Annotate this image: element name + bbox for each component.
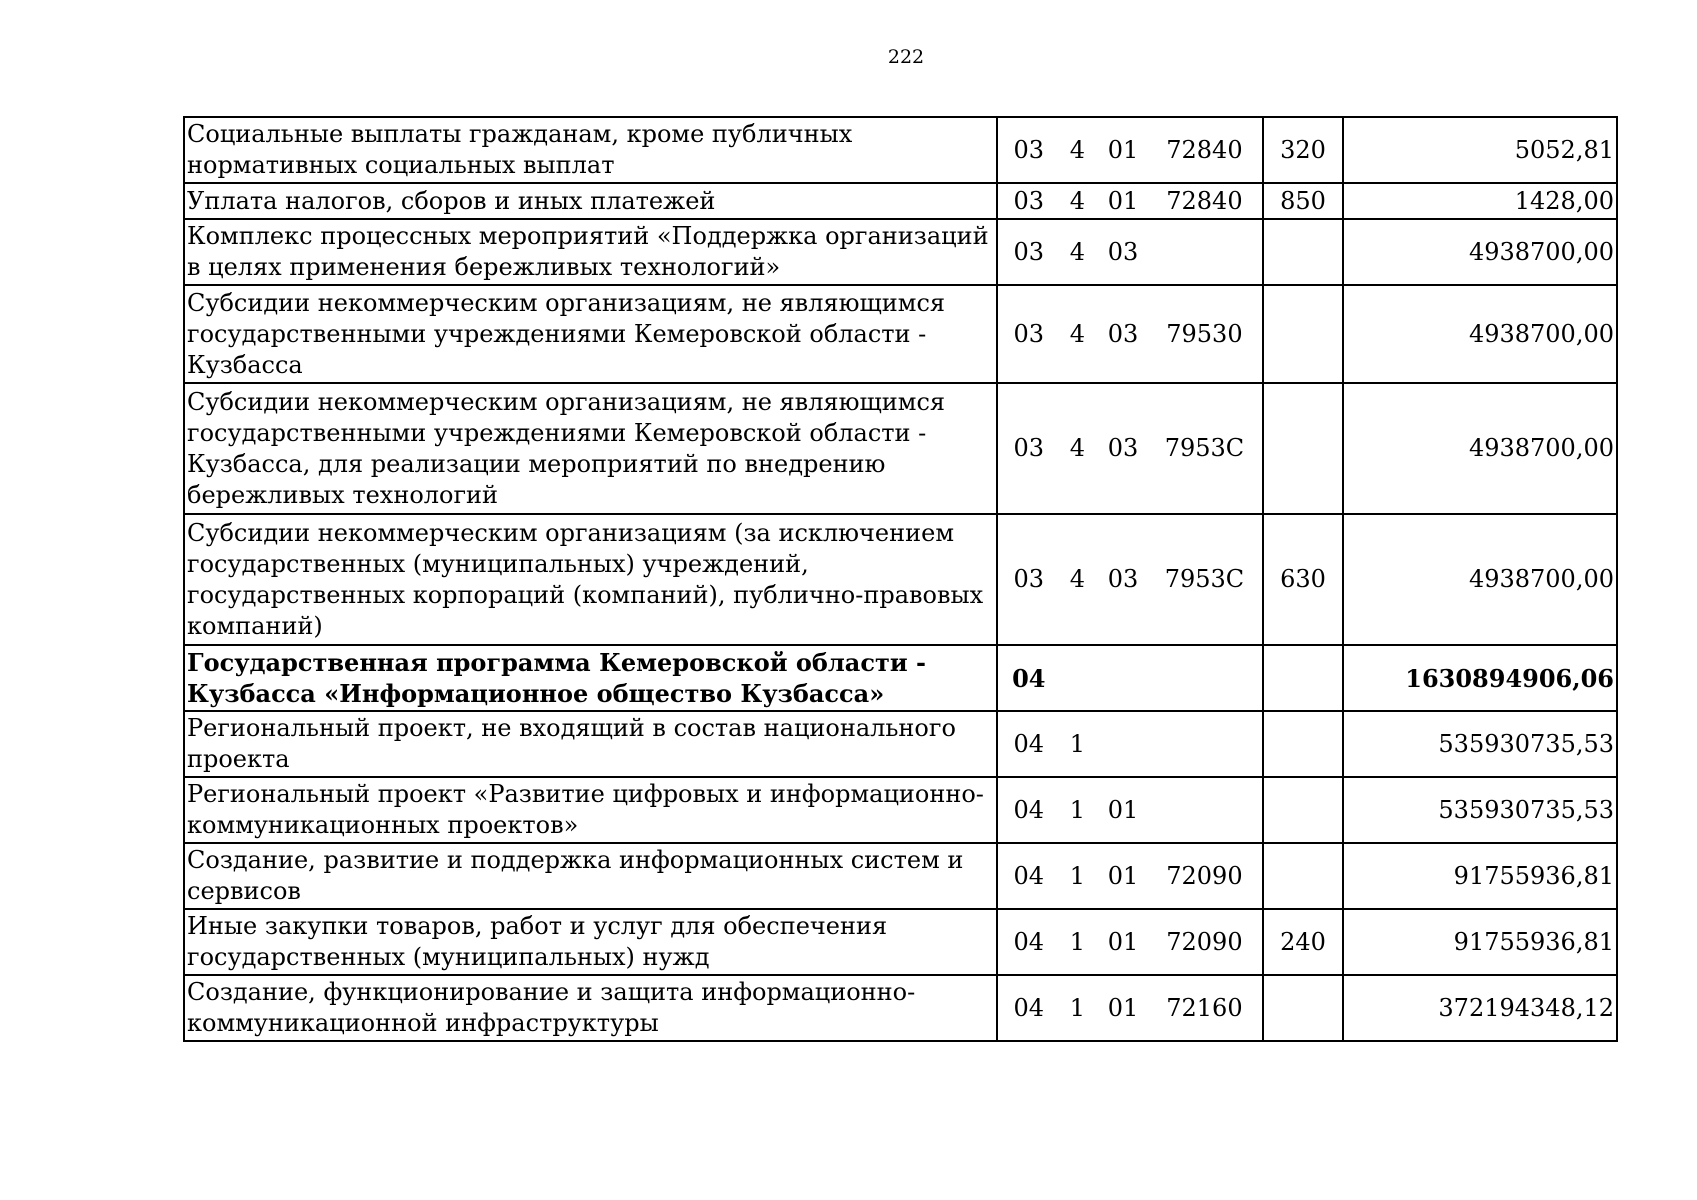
code-program: 04 <box>1013 993 1045 1022</box>
code-subprogram: 4 <box>1069 135 1086 164</box>
row-expense-type <box>1263 645 1343 711</box>
table-row <box>184 909 1617 975</box>
code-subprogram: 4 <box>1069 186 1086 215</box>
table-row <box>184 843 1617 909</box>
row-codes <box>997 909 1263 975</box>
row-name: Создание, развитие и поддержка информационных систем и сервисов <box>184 843 997 909</box>
row-sum: 372194348,12 <box>1343 975 1617 1041</box>
code-direction: 72840 <box>1166 135 1243 164</box>
row-name: Комплекс процессных мероприятий «Поддержка организаций в целях применения бережливых технологий» <box>184 219 997 285</box>
code-program: 03 <box>1013 186 1045 215</box>
row-sum: 91755936,81 <box>1343 843 1617 909</box>
row-codes <box>997 711 1263 777</box>
row-sum: 535930735,53 <box>1343 711 1617 777</box>
row-expense-type: 630 <box>1263 514 1343 645</box>
row-expense-type <box>1263 285 1343 383</box>
code-program: 03 <box>1013 319 1045 348</box>
table-row <box>184 285 1617 383</box>
row-name: Социальные выплаты гражданам, кроме публичных нормативных социальных выплат <box>184 117 997 183</box>
row-codes <box>997 645 1263 711</box>
code-event: 01 <box>1107 993 1139 1022</box>
budget-table <box>183 116 1618 1042</box>
code-event: 01 <box>1107 927 1139 956</box>
code-program: 04 <box>1012 663 1046 693</box>
code-program: 03 <box>1013 237 1045 266</box>
code-program: 04 <box>1013 927 1045 956</box>
row-expense-type <box>1263 975 1343 1041</box>
row-expense-type <box>1263 219 1343 285</box>
code-event: 03 <box>1107 565 1139 593</box>
row-sum: 4938700,00 <box>1343 285 1617 383</box>
code-subprogram: 4 <box>1069 434 1086 462</box>
code-event: 01 <box>1107 861 1139 890</box>
row-sum: 535930735,53 <box>1343 777 1617 843</box>
table-row <box>184 514 1617 645</box>
page-number: 222 <box>887 46 925 68</box>
row-name: Субсидии некоммерческим организациям, не являющимся государственными учреждениями Кемеровской области - Кузбасса, для реализации мероприятий по внедрению бережливых технологий <box>184 383 997 514</box>
code-direction: 7953С <box>1164 565 1245 593</box>
table-row <box>184 777 1617 843</box>
row-codes <box>997 219 1263 285</box>
code-subprogram: 4 <box>1069 565 1086 593</box>
code-program: 03 <box>1013 135 1045 164</box>
code-event: 03 <box>1107 319 1139 348</box>
row-sum: 4938700,00 <box>1343 219 1617 285</box>
row-codes <box>997 117 1263 183</box>
row-codes <box>997 183 1263 219</box>
row-sum: 4938700,00 <box>1343 383 1617 514</box>
row-codes <box>997 514 1263 645</box>
row-name: Иные закупки товаров, работ и услуг для обеспечения государственных (муниципальных) нужд <box>184 909 997 975</box>
code-program: 04 <box>1013 795 1045 824</box>
code-direction: 7953С <box>1164 434 1245 462</box>
table-row <box>184 183 1617 219</box>
code-subprogram: 4 <box>1069 237 1086 266</box>
row-expense-type <box>1263 777 1343 843</box>
row-expense-type <box>1263 383 1343 514</box>
row-codes <box>997 383 1263 514</box>
code-subprogram: 1 <box>1069 729 1086 758</box>
row-name: Государственная программа Кемеровской области - Кузбасса «Информационное общество Кузбасса» <box>184 645 997 711</box>
code-direction: 72160 <box>1166 993 1243 1022</box>
row-codes <box>997 843 1263 909</box>
row-name: Создание, функционирование и защита информационно-коммуникационной инфраструктуры <box>184 975 997 1041</box>
table-row <box>184 219 1617 285</box>
row-codes <box>997 285 1263 383</box>
table-row <box>184 975 1617 1041</box>
code-direction: 72840 <box>1166 186 1243 215</box>
row-expense-type: 240 <box>1263 909 1343 975</box>
code-event: 01 <box>1107 795 1139 824</box>
row-name: Уплата налогов, сборов и иных платежей <box>184 183 997 219</box>
row-expense-type: 850 <box>1263 183 1343 219</box>
row-expense-type <box>1263 843 1343 909</box>
code-subprogram: 1 <box>1069 795 1086 824</box>
table-row <box>184 383 1617 514</box>
budget-table-body <box>184 117 1617 1041</box>
code-event: 01 <box>1107 186 1139 215</box>
table-row <box>184 645 1617 711</box>
code-direction: 79530 <box>1166 319 1243 348</box>
row-sum: 1630894906,06 <box>1343 645 1617 711</box>
row-expense-type: 320 <box>1263 117 1343 183</box>
code-subprogram: 1 <box>1069 861 1086 890</box>
row-sum: 1428,00 <box>1343 183 1617 219</box>
code-event: 03 <box>1107 434 1139 462</box>
table-row <box>184 117 1617 183</box>
row-codes <box>997 975 1263 1041</box>
table-row <box>184 711 1617 777</box>
code-subprogram: 4 <box>1069 319 1086 348</box>
row-sum: 5052,81 <box>1343 117 1617 183</box>
row-name: Субсидии некоммерческим организациям (за исключением государственных (муниципальных) учреждений, государственных корпораций (компаний), публично-правовых компаний) <box>184 514 997 645</box>
code-subprogram: 1 <box>1069 993 1086 1022</box>
row-sum: 91755936,81 <box>1343 909 1617 975</box>
code-program: 04 <box>1013 861 1045 890</box>
code-event: 01 <box>1107 135 1139 164</box>
code-program: 03 <box>1013 565 1045 593</box>
row-name: Региональный проект «Развитие цифровых и информационно-коммуникационных проектов» <box>184 777 997 843</box>
row-sum: 4938700,00 <box>1343 514 1617 645</box>
row-name: Региональный проект, не входящий в состав национального проекта <box>184 711 997 777</box>
code-event: 03 <box>1107 237 1139 266</box>
code-program: 03 <box>1013 434 1045 462</box>
code-direction: 72090 <box>1166 861 1243 890</box>
code-program: 04 <box>1013 729 1045 758</box>
row-name: Субсидии некоммерческим организациям, не являющимся государственными учреждениями Кемеровской области - Кузбасса <box>184 285 997 383</box>
code-direction: 72090 <box>1166 927 1243 956</box>
row-expense-type <box>1263 711 1343 777</box>
code-subprogram: 1 <box>1069 927 1086 956</box>
row-codes <box>997 777 1263 843</box>
